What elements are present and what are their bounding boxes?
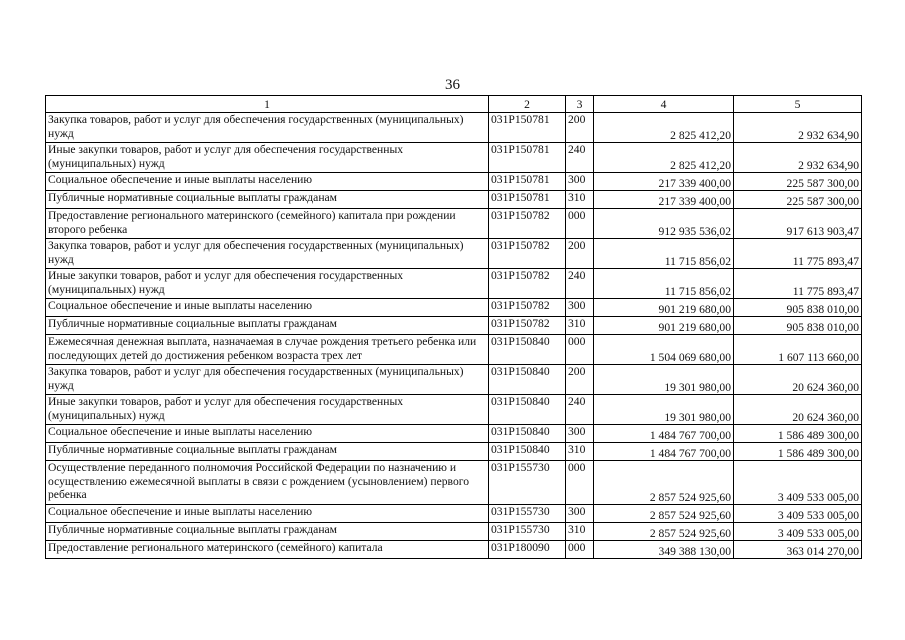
row-amount-col4-cell: 2 857 524 925,60 <box>594 461 734 505</box>
row-amount-col4-cell: 2 825 412,20 <box>594 113 734 143</box>
row-expense-type-cell: 300 <box>566 425 594 443</box>
row-expense-type-cell: 300 <box>566 505 594 523</box>
row-amount-col4-cell: 217 339 400,00 <box>594 191 734 209</box>
row-code-cell: 031P180090 <box>489 541 566 559</box>
row-amount-col4-cell: 217 339 400,00 <box>594 173 734 191</box>
row-name-cell: Иные закупки товаров, работ и услуг для обеспечения государственных (муниципальных) нужд <box>46 395 489 425</box>
row-amount-col5-cell: 3 409 533 005,00 <box>734 461 862 505</box>
row-name-cell: Социальное обеспечение и иные выплаты населению <box>46 173 489 191</box>
row-code-cell: 031P150782 <box>489 317 566 335</box>
row-amount-col5-cell: 2 932 634,90 <box>734 143 862 173</box>
row-amount-col4-cell: 19 301 980,00 <box>594 365 734 395</box>
row-amount-col5-cell: 363 014 270,00 <box>734 541 862 559</box>
table-header-row <box>46 96 862 113</box>
row-amount-col5-cell: 917 613 903,47 <box>734 209 862 239</box>
table-row <box>46 173 862 191</box>
row-amount-col5-cell: 905 838 010,00 <box>734 299 862 317</box>
row-expense-type-cell: 000 <box>566 335 594 365</box>
row-name-cell: Иные закупки товаров, работ и услуг для обеспечения государственных (муниципальных) нужд <box>46 269 489 299</box>
column-header-expense-type: 3 <box>566 96 594 113</box>
row-name-cell: Иные закупки товаров, работ и услуг для обеспечения государственных (муниципальных) нужд <box>46 143 489 173</box>
row-name-cell: Предоставление регионального материнского (семейного) капитала <box>46 541 489 559</box>
column-header-name: 1 <box>46 96 489 113</box>
table-row <box>46 443 862 461</box>
table-row <box>46 317 862 335</box>
row-expense-type-cell: 310 <box>566 443 594 461</box>
row-amount-col5-cell: 3 409 533 005,00 <box>734 505 862 523</box>
row-amount-col5-cell: 20 624 360,00 <box>734 395 862 425</box>
row-amount-col5-cell: 3 409 533 005,00 <box>734 523 862 541</box>
row-name-cell: Закупка товаров, работ и услуг для обеспечения государственных (муниципальных) нужд <box>46 239 489 269</box>
row-expense-type-cell: 200 <box>566 239 594 269</box>
table-row <box>46 541 862 559</box>
row-expense-type-cell: 000 <box>566 541 594 559</box>
row-amount-col5-cell: 1 586 489 300,00 <box>734 443 862 461</box>
table-row <box>46 365 862 395</box>
row-name-cell: Осуществление переданного полномочия Российской Федерации по назначению и осуществлению ежемесячной выплаты в связи с рождением (усыновлением) первого ребенка <box>46 461 489 505</box>
table-row <box>46 269 862 299</box>
row-code-cell: 031P150782 <box>489 209 566 239</box>
row-amount-col5-cell: 1 586 489 300,00 <box>734 425 862 443</box>
row-expense-type-cell: 310 <box>566 523 594 541</box>
row-name-cell: Социальное обеспечение и иные выплаты населению <box>46 505 489 523</box>
row-code-cell: 031P150840 <box>489 425 566 443</box>
table-row <box>46 191 862 209</box>
row-expense-type-cell: 000 <box>566 209 594 239</box>
row-name-cell: Публичные нормативные социальные выплаты гражданам <box>46 317 489 335</box>
row-amount-col5-cell: 225 587 300,00 <box>734 191 862 209</box>
table-row <box>46 113 862 143</box>
table-body <box>46 113 862 559</box>
row-code-cell: 031P150782 <box>489 239 566 269</box>
row-amount-col5-cell: 2 932 634,90 <box>734 113 862 143</box>
row-amount-col4-cell: 1 504 069 680,00 <box>594 335 734 365</box>
row-amount-col4-cell: 2 857 524 925,60 <box>594 523 734 541</box>
table-row <box>46 299 862 317</box>
row-code-cell: 031P150840 <box>489 395 566 425</box>
row-name-cell: Публичные нормативные социальные выплаты гражданам <box>46 523 489 541</box>
page-number: 36 <box>445 77 460 93</box>
row-amount-col4-cell: 912 935 536,02 <box>594 209 734 239</box>
row-amount-col4-cell: 1 484 767 700,00 <box>594 443 734 461</box>
row-code-cell: 031P150782 <box>489 269 566 299</box>
row-amount-col4-cell: 11 715 856,02 <box>594 239 734 269</box>
row-code-cell: 031P150840 <box>489 443 566 461</box>
row-name-cell: Публичные нормативные социальные выплаты гражданам <box>46 191 489 209</box>
column-header-code: 2 <box>489 96 566 113</box>
row-expense-type-cell: 240 <box>566 269 594 299</box>
row-expense-type-cell: 000 <box>566 461 594 505</box>
table-row <box>46 239 862 269</box>
row-amount-col5-cell: 11 775 893,47 <box>734 269 862 299</box>
row-amount-col4-cell: 901 219 680,00 <box>594 299 734 317</box>
row-amount-col4-cell: 349 388 130,00 <box>594 541 734 559</box>
row-code-cell: 031P155730 <box>489 461 566 505</box>
table-row <box>46 395 862 425</box>
row-amount-col5-cell: 11 775 893,47 <box>734 239 862 269</box>
row-amount-col5-cell: 1 607 113 660,00 <box>734 335 862 365</box>
row-expense-type-cell: 310 <box>566 317 594 335</box>
row-expense-type-cell: 300 <box>566 173 594 191</box>
row-amount-col4-cell: 901 219 680,00 <box>594 317 734 335</box>
table-row <box>46 209 862 239</box>
row-code-cell: 031P150782 <box>489 299 566 317</box>
row-expense-type-cell: 310 <box>566 191 594 209</box>
budget-table <box>45 95 862 559</box>
table-row <box>46 523 862 541</box>
row-name-cell: Ежемесячная денежная выплата, назначаемая в случае рождения третьего ребенка или последующих детей до достижения ребенком возраста трех лет <box>46 335 489 365</box>
row-expense-type-cell: 240 <box>566 143 594 173</box>
row-amount-col5-cell: 225 587 300,00 <box>734 173 862 191</box>
row-expense-type-cell: 240 <box>566 395 594 425</box>
table-row <box>46 505 862 523</box>
row-code-cell: 031P150781 <box>489 113 566 143</box>
row-amount-col4-cell: 2 857 524 925,60 <box>594 505 734 523</box>
row-code-cell: 031P150781 <box>489 191 566 209</box>
row-code-cell: 031P150840 <box>489 365 566 395</box>
row-name-cell: Закупка товаров, работ и услуг для обеспечения государственных (муниципальных) нужд <box>46 113 489 143</box>
row-name-cell: Социальное обеспечение и иные выплаты населению <box>46 299 489 317</box>
row-amount-col5-cell: 20 624 360,00 <box>734 365 862 395</box>
row-expense-type-cell: 200 <box>566 365 594 395</box>
row-amount-col4-cell: 2 825 412,20 <box>594 143 734 173</box>
row-amount-col4-cell: 11 715 856,02 <box>594 269 734 299</box>
table-row <box>46 143 862 173</box>
row-amount-col5-cell: 905 838 010,00 <box>734 317 862 335</box>
row-expense-type-cell: 200 <box>566 113 594 143</box>
table-row <box>46 461 862 505</box>
row-amount-col4-cell: 1 484 767 700,00 <box>594 425 734 443</box>
column-header-amount-col4: 4 <box>594 96 734 113</box>
row-name-cell: Публичные нормативные социальные выплаты гражданам <box>46 443 489 461</box>
table-row <box>46 335 862 365</box>
row-code-cell: 031P150781 <box>489 173 566 191</box>
row-code-cell: 031P150781 <box>489 143 566 173</box>
table-row <box>46 425 862 443</box>
row-code-cell: 031P150840 <box>489 335 566 365</box>
row-code-cell: 031P155730 <box>489 505 566 523</box>
row-name-cell: Предоставление регионального материнского (семейного) капитала при рождении второго ребенка <box>46 209 489 239</box>
row-expense-type-cell: 300 <box>566 299 594 317</box>
row-name-cell: Социальное обеспечение и иные выплаты населению <box>46 425 489 443</box>
row-name-cell: Закупка товаров, работ и услуг для обеспечения государственных (муниципальных) нужд <box>46 365 489 395</box>
row-code-cell: 031P155730 <box>489 523 566 541</box>
column-header-amount-col5: 5 <box>734 96 862 113</box>
row-amount-col4-cell: 19 301 980,00 <box>594 395 734 425</box>
